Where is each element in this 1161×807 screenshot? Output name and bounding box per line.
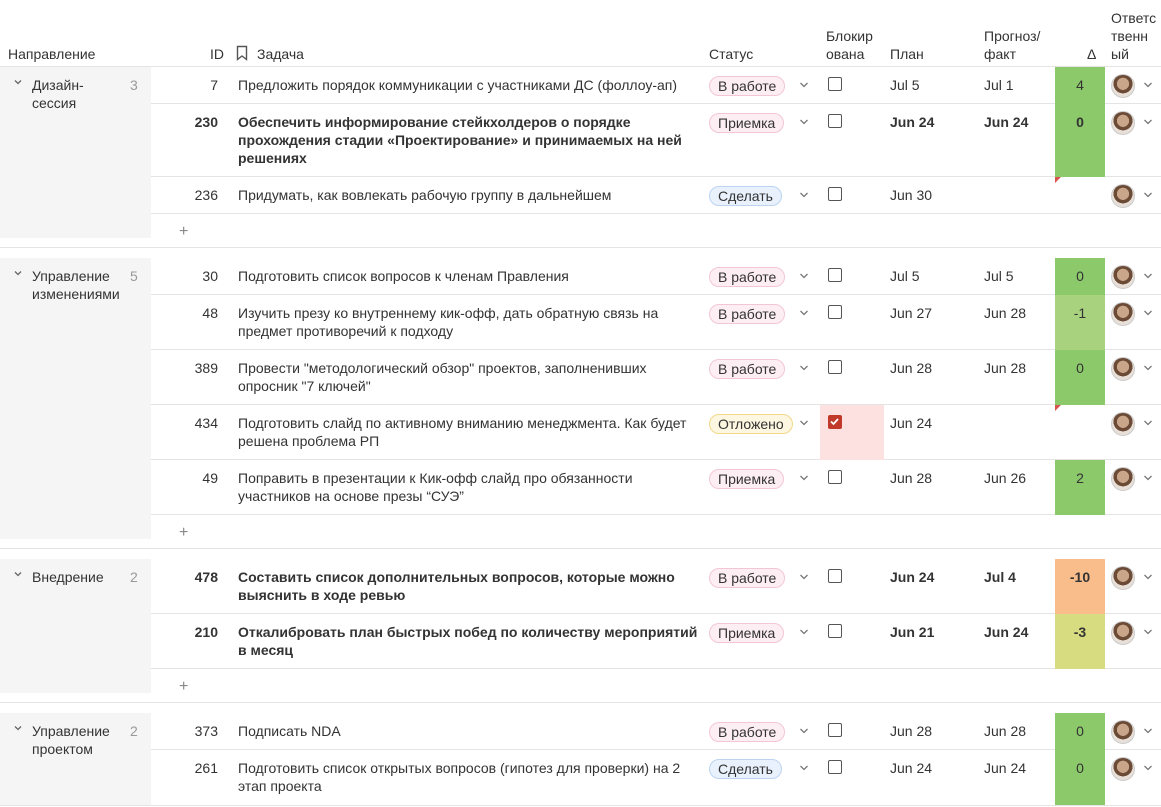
task-id: 389: [194, 360, 218, 376]
status-badge[interactable]: В работе: [709, 568, 785, 588]
avatar[interactable]: [1111, 111, 1135, 135]
delta-value: -3: [1055, 614, 1105, 669]
status-chevron-icon[interactable]: [799, 81, 809, 89]
delta-value: 0: [1055, 713, 1105, 750]
delta-value: 0: [1055, 750, 1105, 806]
header-forecast-line2[interactable]: факт: [984, 46, 1016, 62]
header-forecast-line1[interactable]: Прогноз/: [984, 28, 1041, 44]
task-title[interactable]: Придумать, как вовлекать рабочую группу в дальнейшем: [238, 187, 612, 203]
fact-date: Jun 28: [984, 723, 1027, 739]
plan-date: Jun 28: [890, 470, 933, 486]
group-1: [0, 67, 1161, 248]
plan-date: Jul 5: [890, 268, 920, 284]
header-delta[interactable]: Δ: [1087, 46, 1097, 62]
status-chevron-icon[interactable]: [799, 474, 809, 482]
plan-date: Jun 30: [890, 187, 933, 203]
fact-date: Jul 1: [984, 77, 1014, 93]
task-id: 434: [194, 415, 218, 431]
plan-date: Jun 24: [890, 415, 933, 431]
table-row[interactable]: [151, 460, 1161, 515]
header-blocked-line1[interactable]: Блокир: [826, 28, 873, 44]
task-id: 49: [202, 470, 218, 486]
table-row[interactable]: [151, 559, 1161, 614]
status-badge[interactable]: В работе: [709, 359, 785, 379]
fact-date: Jun 28: [984, 360, 1027, 376]
group-count: 2: [130, 723, 138, 739]
task-title[interactable]: Провести "методологический обзор" проектов, заполненивших опросник "7 ключей": [238, 360, 647, 394]
task-id: 373: [194, 723, 218, 739]
fact-date: Jun 28: [984, 305, 1027, 321]
header-direction[interactable]: Направление: [8, 46, 96, 62]
table-row[interactable]: [151, 177, 1161, 214]
avatar[interactable]: [1111, 412, 1135, 436]
task-id: 230: [194, 114, 218, 130]
blocked-checkbox[interactable]: [828, 305, 842, 319]
owner-chevron-icon[interactable]: [1143, 272, 1153, 280]
delta-value: [1055, 405, 1105, 460]
add-task-button[interactable]: +: [179, 223, 189, 240]
status-chevron-icon[interactable]: [799, 191, 809, 199]
table-header: [0, 0, 1161, 67]
group-3: [0, 559, 1161, 703]
owner-chevron-icon[interactable]: [1143, 118, 1153, 126]
plan-date: Jun 28: [890, 360, 933, 376]
status-chevron-icon[interactable]: [799, 364, 809, 372]
status-badge[interactable]: Приемка: [709, 623, 784, 643]
table-row[interactable]: [151, 67, 1161, 104]
table-row[interactable]: [151, 750, 1161, 806]
blocked-checkbox[interactable]: [828, 470, 842, 484]
blocked-checkbox[interactable]: [828, 360, 842, 374]
fact-date: Jun 24: [984, 760, 1027, 776]
task-title[interactable]: Поправить в презентации к Кик-офф слайд про обязанности участников на основе презы “СУЭ”: [238, 470, 633, 504]
group-divider: [0, 548, 1161, 549]
blocked-checkbox[interactable]: [828, 114, 842, 128]
avatar[interactable]: [1111, 757, 1135, 781]
add-row[interactable]: [151, 515, 1161, 549]
header-plan[interactable]: План: [890, 46, 924, 62]
task-title[interactable]: Изучить презу ко внутреннему кик-офф, дать обратную связь на предмет противоречий к подходу: [238, 305, 659, 339]
avatar[interactable]: [1111, 720, 1135, 744]
chevron-down-icon[interactable]: [13, 723, 23, 733]
header-id[interactable]: ID: [210, 46, 224, 62]
header-owner-line3[interactable]: ый: [1111, 46, 1129, 62]
group-name[interactable]: Управление изменениями: [32, 268, 120, 302]
status-chevron-icon[interactable]: [799, 419, 809, 427]
chevron-down-icon[interactable]: [13, 268, 23, 278]
table-row[interactable]: [151, 104, 1161, 177]
blocked-highlight: [820, 405, 884, 460]
group-name[interactable]: Внедрение: [32, 569, 104, 585]
owner-chevron-icon[interactable]: [1143, 81, 1153, 89]
status-badge[interactable]: Приемка: [709, 113, 784, 133]
delta-value: [1055, 177, 1105, 214]
task-title[interactable]: Откалибровать план быстрых побед по количеству мероприятий в месяц: [238, 624, 698, 658]
group-divider: [0, 702, 1161, 703]
avatar[interactable]: [1111, 302, 1135, 326]
owner-chevron-icon[interactable]: [1143, 727, 1153, 735]
fact-date: Jul 5: [984, 268, 1014, 284]
status-chevron-icon[interactable]: [799, 272, 809, 280]
blocked-checkbox[interactable]: [828, 723, 842, 737]
note-marker: [1055, 177, 1061, 183]
owner-chevron-icon[interactable]: [1143, 191, 1153, 199]
group-4: [0, 713, 1161, 806]
chevron-down-icon[interactable]: [13, 569, 23, 579]
status-chevron-icon[interactable]: [799, 573, 809, 581]
blocked-checkbox[interactable]: [828, 569, 842, 583]
add-task-button[interactable]: +: [179, 678, 189, 695]
task-id: 210: [194, 624, 218, 640]
owner-chevron-icon[interactable]: [1143, 764, 1153, 772]
plan-date: Jun 27: [890, 305, 933, 321]
fact-date: Jun 26: [984, 470, 1027, 486]
blocked-checkbox[interactable]: [828, 415, 842, 429]
avatar[interactable]: [1111, 184, 1135, 208]
owner-chevron-icon[interactable]: [1143, 419, 1153, 427]
delta-value: -10: [1055, 559, 1105, 614]
delta-value: 2: [1055, 460, 1105, 515]
task-title[interactable]: Подготовить список открытых вопросов (гипотез для проверки) на 2 этап проекта: [238, 760, 681, 794]
delta-value: 0: [1055, 104, 1105, 177]
header-owner-line2[interactable]: твенн: [1111, 28, 1148, 44]
owner-chevron-icon[interactable]: [1143, 573, 1153, 581]
task-id: 236: [194, 187, 218, 203]
avatar[interactable]: [1111, 566, 1135, 590]
blocked-checkbox[interactable]: [828, 187, 842, 201]
task-id: 478: [194, 569, 218, 585]
status-badge[interactable]: В работе: [709, 304, 785, 324]
note-marker: [1055, 405, 1061, 411]
add-row[interactable]: [151, 214, 1161, 248]
status-badge[interactable]: В работе: [709, 722, 785, 742]
task-title[interactable]: Подписать NDA: [238, 723, 341, 739]
owner-chevron-icon[interactable]: [1143, 628, 1153, 636]
blocked-checkbox[interactable]: [828, 760, 842, 774]
group-count: 5: [130, 268, 138, 284]
status-chevron-icon[interactable]: [799, 309, 809, 317]
avatar[interactable]: [1111, 467, 1135, 491]
group-name[interactable]: Управление проектом: [32, 723, 110, 757]
status-badge[interactable]: Отложено: [709, 414, 793, 434]
group-count: 2: [130, 569, 138, 585]
task-id: 30: [202, 268, 218, 284]
avatar[interactable]: [1111, 74, 1135, 98]
group-divider: [0, 805, 1161, 806]
task-id: 48: [202, 305, 218, 321]
status-chevron-icon[interactable]: [799, 628, 809, 636]
blocked-checkbox[interactable]: [828, 77, 842, 91]
plan-date: Jun 21: [890, 624, 935, 640]
add-row[interactable]: [151, 669, 1161, 703]
plan-date: Jul 5: [890, 77, 920, 93]
fact-date: Jun 24: [984, 114, 1029, 130]
status-chevron-icon[interactable]: [799, 764, 809, 772]
plan-date: Jun 24: [890, 760, 933, 776]
task-title[interactable]: Подготовить список вопросов к членам Правления: [238, 268, 569, 284]
plan-date: Jun 28: [890, 723, 933, 739]
plan-date: Jun 24: [890, 114, 935, 130]
avatar[interactable]: [1111, 357, 1135, 381]
table-row[interactable]: [151, 713, 1161, 750]
fact-date: Jun 24: [984, 624, 1029, 640]
table-row[interactable]: [151, 350, 1161, 405]
delta-value: 0: [1055, 350, 1105, 405]
table-row[interactable]: [151, 295, 1161, 350]
table-row[interactable]: [151, 258, 1161, 295]
header-owner-line1[interactable]: Ответс: [1111, 10, 1157, 26]
header-blocked-line2[interactable]: ована: [826, 46, 865, 62]
delta-value: 0: [1055, 258, 1105, 295]
group-name[interactable]: Дизайн- сессия: [32, 77, 84, 111]
status-badge[interactable]: В работе: [709, 267, 785, 287]
status-badge[interactable]: В работе: [709, 76, 785, 96]
group-2: [0, 258, 1161, 549]
task-title[interactable]: Предложить порядок коммуникации с участниками ДС (фоллоу-ап): [238, 77, 678, 93]
owner-chevron-icon[interactable]: [1143, 309, 1153, 317]
blocked-checkbox[interactable]: [828, 624, 842, 638]
delta-value: 4: [1055, 67, 1105, 104]
table-row[interactable]: [151, 614, 1161, 669]
task-title[interactable]: Подготовить слайд по активному вниманию менеджмента. Как будет решена проблема РП: [238, 415, 687, 449]
avatar[interactable]: [1111, 265, 1135, 289]
bookmark-icon: [236, 45, 248, 61]
status-badge[interactable]: Приемка: [709, 469, 784, 489]
delta-value: -1: [1055, 295, 1105, 350]
plan-date: Jun 24: [890, 569, 935, 585]
task-title[interactable]: Обеспечить информирование стейкхолдеров о порядке прохождения стадии «Проектирование» и принимаемых на ней решениях: [238, 114, 682, 166]
status-chevron-icon[interactable]: [799, 118, 809, 126]
status-badge[interactable]: Сделать: [709, 186, 782, 206]
group-count: 3: [130, 77, 138, 93]
group-divider: [0, 247, 1161, 248]
chevron-down-icon[interactable]: [13, 77, 23, 87]
owner-chevron-icon[interactable]: [1143, 474, 1153, 482]
add-task-button[interactable]: +: [179, 524, 189, 541]
owner-chevron-icon[interactable]: [1143, 364, 1153, 372]
status-chevron-icon[interactable]: [799, 727, 809, 735]
status-badge[interactable]: Сделать: [709, 759, 782, 779]
table-row[interactable]: [151, 405, 1161, 460]
blocked-checkbox[interactable]: [828, 268, 842, 282]
avatar[interactable]: [1111, 621, 1135, 645]
task-title[interactable]: Составить список дополнительных вопросов, которые можно выяснить в ходе ревью: [238, 569, 675, 603]
header-task[interactable]: Задача: [257, 46, 304, 62]
task-id: 261: [194, 760, 218, 776]
fact-date: Jul 4: [984, 569, 1016, 585]
header-status[interactable]: Статус: [709, 46, 754, 62]
task-id: 7: [210, 77, 218, 93]
